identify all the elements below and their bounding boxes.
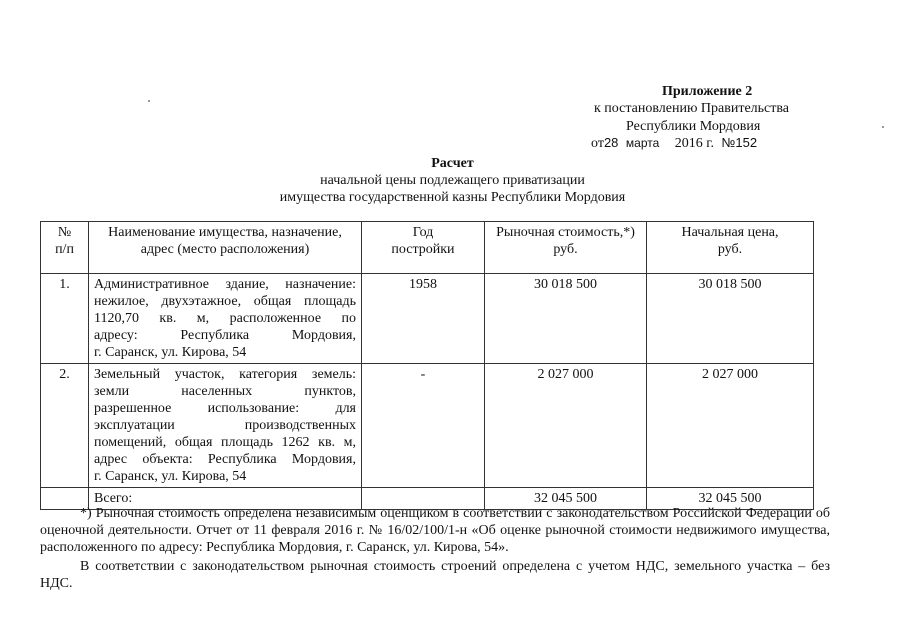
appendix-line-2: Республики Мордовия: [626, 119, 761, 134]
table-row: [41, 364, 814, 488]
header-name: [89, 222, 362, 274]
row-name-line: г. Саранск, ул. Кирова, 54: [94, 469, 247, 484]
table-header-row: [41, 222, 814, 274]
row-name-line: Земельный участок, категория земель:: [94, 367, 356, 382]
header-start-line: руб.: [717, 242, 743, 257]
total-market-value: 32 045 500: [485, 488, 647, 510]
row-name-line: адресу: Республика Мордовия,: [94, 328, 356, 343]
row-market-value: 2 027 000: [485, 364, 647, 488]
document-title: Расчет: [431, 156, 474, 171]
header-num: [41, 222, 89, 274]
row-name-line: эксплуатации производственных: [94, 418, 356, 433]
header-market-line: руб.: [553, 242, 578, 257]
row-num: 1.: [41, 274, 89, 364]
header-market-line: Рыночная стоимость,*): [496, 225, 635, 240]
price-table: [40, 221, 814, 510]
date-day: 28: [603, 135, 619, 150]
row-name-line: 1120,70 кв. м, расположенное по: [94, 311, 356, 326]
total-label: Всего:: [89, 488, 362, 510]
row-name-line: г. Саранск, ул. Кирова, 54: [94, 345, 247, 360]
table-row: [41, 274, 814, 364]
row-name-line: Административное здание, назначение:: [94, 277, 356, 292]
appendix-line-1: к постановлению Правительства: [594, 101, 790, 116]
row-name: [89, 274, 362, 364]
header-year-line: Год: [412, 225, 434, 240]
row-name-line: адрес объекта: Республика Мордовия,: [94, 452, 356, 467]
date-month: марта: [625, 136, 660, 150]
header-year: [362, 222, 485, 274]
total-start-price: 32 045 500: [647, 488, 814, 510]
row-name-line: помещений, общая площадь 1262 кв. м,: [94, 435, 356, 450]
header-name-line: Наименование имущества, назначение,: [108, 225, 342, 240]
document-subtitle-2: имущества государственной казны Республики Мордовия: [279, 190, 626, 205]
appendix-title: Приложение 2: [662, 84, 753, 99]
row-num: 2.: [41, 364, 89, 488]
date-year: 2016 г.: [674, 136, 714, 151]
scan-speck: [882, 126, 884, 128]
header-start-price: [647, 222, 814, 274]
header-name-line: адрес (место расположения): [140, 242, 310, 257]
row-year: -: [362, 364, 485, 488]
header-start-line: Начальная цена,: [681, 225, 779, 240]
header-year-line: постройки: [391, 242, 455, 257]
vat-note: В соответствии с законодательством рыночная стоимость строений определена с учетом НДС, земельного участка – без НДС.: [40, 559, 830, 591]
header-market-value: [485, 222, 647, 274]
date-prefix: от: [591, 136, 604, 151]
footnote: *) Рыночная стоимость определена независимым оценщиком в соответствии с законодательством Российской Федерации об оценочной деятельности. Отчет от 11 февраля 2016 г. № 16/02/100/1-н «Об оценке рыночной стоимости недвижимого имущества, расположенного по адресу: Республика Мордовия, г. Саранск, ул. Кирова, 54».: [40, 506, 830, 555]
row-market-value: 30 018 500: [485, 274, 647, 364]
header-num-line: п/п: [55, 242, 74, 257]
header-num-line: №: [57, 225, 72, 240]
row-start-price: 2 027 000: [647, 364, 814, 488]
document-subtitle-1: начальной цены подлежащего приватизации: [320, 173, 585, 188]
row-name: [89, 364, 362, 488]
row-name-line: разрешенное использование: для: [94, 401, 356, 416]
row-name-line: земли населенных пунктов,: [94, 384, 356, 399]
row-name-line: нежилое, двухэтажное, общая площадь: [94, 294, 356, 309]
row-year: 1958: [362, 274, 485, 364]
row-start-price: 30 018 500: [647, 274, 814, 364]
appendix-date-line: [591, 135, 757, 152]
scan-speck: [148, 100, 150, 102]
document-number: №152: [721, 135, 758, 150]
